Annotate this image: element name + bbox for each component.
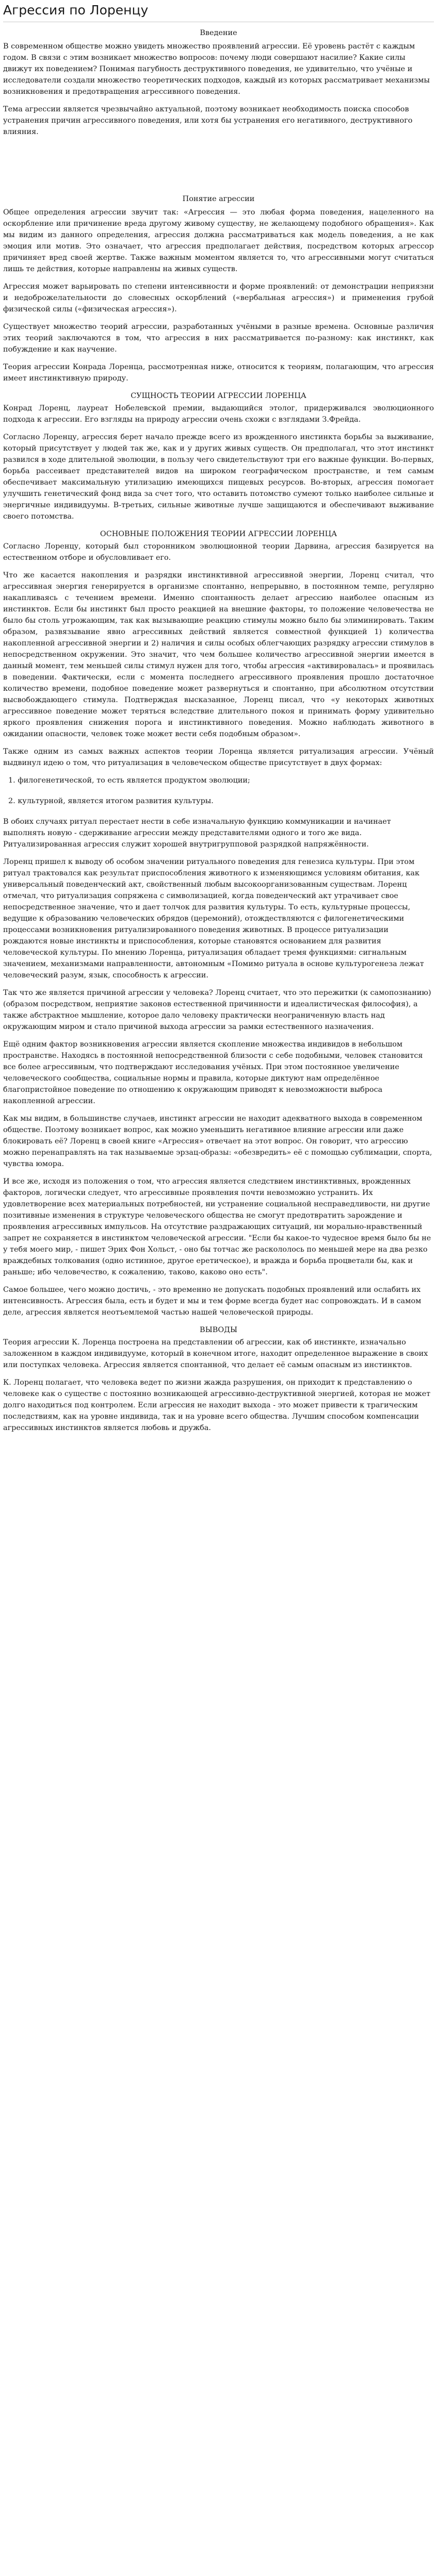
paragraph: К. Лоренц полагает, что человека ведет по жизни жажда разрушения, он приходит к представлению о человеке как о существе с постоянно возникающей агрессивно-деструктивной энергией, которая не может долго находиться под контролем. Если агрессия не находит выхода - это может привести к трагическим последствиям, как на уровне индивида, так и на уровне всего общества. Лучшим способом компенсации агрессивных инстинктов является любовь и дружба. — [3, 1378, 431, 1432]
paragraph: Что же касается накопления и разрядки инстинктивной агрессивной энергии, Лоренц считал, что агрессивная энергия генерируется в организме спонтанно, непрерывно, в постоянном темпе, регулярно накапливаясь с течением времени. Именно спонтанность делает агрессию наиболее опасным из инстинктов. Если бы инстинкт был просто реакцией на внешние факторы, то положение человечества не было бы столь угрожающим, так как вызывающие реакцию стимулы можно было бы элиминировать. Таким образом, развязывание явно агрессивных действий является совместной функцией 1) количества накопленной агрессивной энергии и 2) наличия и силы особых облегчающих разрядку агрессии стимулов в непосредственном окружении. Это значит, что чем большее количество агрессивной энергии имеется в данный момент, тем меньшей силы стимул нужен для того, чтобы агрессия «активировалась» и проявилась в поведении. Фактически, если с момента последнего агрессивного проявления прошло достаточное количество времени, подобное поведение может развернуться и спонтанно, при абсолютном отсутствии высвобождающего стимула. Подтверждая высказанное, Лоренц писал, что «у некоторых животных агрессивное поведение может теряться вследствие длительного покоя и принимать форму удивительно яркого проявления снижения порога и инстинктивного поведения. Можно наблюдать животного в ожидании опасности, человек тоже может вести себя подобным образом». — [3, 571, 434, 738]
heading-principles: ОСНОВНЫЕ ПОЛОЖЕНИЯ ТЕОРИИ АГРЕССИИ ЛОРЕНЦА — [100, 530, 337, 538]
list-item-text: культурной, является итогом развития культуры. — [18, 797, 214, 805]
paragraph: Теория агрессии Конрада Лоренца, рассмотренная ниже, относится к теориям, полагающим, что агрессия имеет инстинктивную природу. — [3, 363, 434, 383]
paragraph: Лоренц пришел к выводу об особом значении ритуального поведения для генезиса культуры. При этом ритуал трактовался как результат приспособления животного к изменяющимся условиям обитания, как универсальный поведенческий акт, свойственный любым высокоорганизованным существам. Лоренц отмечал, что ритуализация сопряжена с символизацией, когда поведенческий акт утрачивает свое непосредственное значение, что и дает толчок для развития культуры. То есть, культурные процессы, ведущие к образованию человеческих обрядов (церемоний), отождествляются с филогенетическими процессами возникновения ритуализированного поведения животных. В процессе ритуализации рождаются новые инстинкты и приспособления, которые становятся основанием для развития человеческой культуры. По мнению Лоренца, ритуализация обладает тремя функциями: сигнальным значением, механизмами направленности, автономным «Помимо ритуала в основе культурогенеза лежат человеческий разум, язык, способность к агрессии. — [3, 858, 424, 979]
paragraph: Так что же является причиной агрессии у человека? Лоренц считает, что это пережитки (к самопознанию)(образом посредством, неприятие законов естественной причинности и идеалистическая философия), а также абстрактное мышление, которое дало человеку практически неограниченную власть над окружающим миром и стало причиной выхода агрессии за рамки естественного назначения. — [3, 989, 431, 1031]
paragraph: Ещё одним фактор возникновения агрессии является скопление множества индивидов в небольшом пространстве. Находясь в постоянной непосредственной близости с себе подобными, человек становится все более агрессивным, что подтверждают исследования учёных. При этом постоянное увеличение человеческого сообщества, социальные нормы и правила, которые диктуют нам определённое благопристойное поведение по отношению к окружающим приводят к невозможности выброса накопленной агрессии. — [3, 1040, 423, 1105]
list-item — [3, 775, 434, 786]
list-item — [3, 795, 434, 807]
paragraph: Конрад Лоренц, лауреат Нобелевской премии, выдающийся этолог, придерживался эволюционного подхода к агрессии. Его взгляды на природу агрессии очень схожи с взглядами З.Фрейда. — [3, 404, 434, 424]
spacer — [3, 144, 434, 188]
paragraph: В обоих случаях ритуал перестает нести в себе изначальную функцию коммуникации и начинает выполнять новую - сдерживание агрессии между представителями одного и того же вида. Ритуализированная агрессия служит хорошей внутригрупповой разрядкой напряжённости. — [3, 818, 391, 849]
heading-intro: Введение — [200, 29, 237, 37]
heading-essence: СУЩНОСТЬ ТЕОРИИ АГРЕССИИ ЛОРЕНЦА — [131, 392, 306, 400]
paragraph: Тема агрессии является чрезвычайно актуальной, поэтому возникает необходимость поиска способов устранения причин агрессивного поведения, или хотя бы устранения его негативного, деструктивного влияния. — [3, 105, 413, 136]
document-title: Агрессия по Лоренцу — [3, 2, 434, 22]
paragraph: Согласно Лоренцу, который был сторонником эволюционной теории Дарвина, агрессия базируется на естественном отборе и обусловливает его. — [3, 542, 434, 562]
list-number: 1. — [8, 776, 18, 785]
paragraph: Согласно Лоренцу, агрессия берет начало прежде всего из врожденного инстинкта борьбы за выживание, который присутствует у людей так же, как и у других живых существ. Он предполагал, что этот инстинкт развился в ходе длительной эволюции, в пользу чего свидетельствуют три его важные функции. Во-первых, борьба рассеивает представителей видов на широком географическом пространстве, и тем самым обеспечивает максимальную утилизацию имеющихся пищевых ресурсов. Во-вторых, агрессия помогает улучшить генетический фонд вида за счет того, что оставить потомство сумеют только наиболее сильные и энергичные индивидуумы. В-третьих, сильные животные лучше защищаются и обеспечивают выживание своего потомства. — [3, 433, 434, 521]
paragraph: Существует множество теорий агрессии, разработанных учёными в разные времена. Основные различия этих теорий заключаются в том, что агрессия в них рассматривается по-разному: как инстинкт, как побуждение и как научение. — [3, 323, 434, 354]
paragraph: Как мы видим, в большинстве случаев, инстинкт агрессии не находит адекватного выхода в современном обществе. Поэтому возникает вопрос, как можно уменьшить негативное влияние агрессии или даже блокировать её? Лоренц в своей книге «Агрессия» отвечает на этот вопрос. Он говорит, что агрессию можно перенаправлять на так называемые эрзац-образы: «обезвредить» её с помощью сублимации, спорта, чувства юмора. — [3, 1115, 432, 1168]
heading-concept: Понятие агрессии — [182, 195, 255, 203]
list-item-text: филогенетической, то есть является продуктом эволюции; — [18, 776, 250, 785]
paragraph: В современном обществе можно увидеть множество проявлений агрессии. Её уровень растёт с каждым годом. В связи с этим возникает множество вопросов: почему люди совершают насилие? Какие силы движут их поведением? Понимая пагубность деструктивного поведения, не удивительно, что учёные и исследователи создали множество теоретических подходов, каждый из которых рассматривает механизмы возникновения и предотвращения агрессивного поведения. — [3, 42, 430, 96]
heading-conclusion: ВЫВОДЫ — [200, 1326, 237, 1334]
paragraph: Теория агрессии К. Лоренца построена на представлении об агрессии, как об инстинкте, изначально заложенном в каждом индивидууме, который в конечном итоге, находит определенное выражение в своих или поступках человека. Агрессия является спонтанной, что делает её самым опасным из инстинктов. — [3, 1338, 428, 1369]
paragraph: И все же, исходя из положения о том, что агрессия является следствием инстинктивных, врожденных факторов, логически следует, что агрессивные проявления почти невозможно устранить. Их удовлетворение всех материальных потребностей, ни устранение социальной несправедливости, ни другие позитивные изменения в структуре человеческого общества не смогут предотвратить зарождение и проявления агрессивных импульсов. На отсутствие раздражающих ситуаций, ни морально-нравственный запрет не сохраняется в инстинктом человеческой агрессии. "Если бы какое-то чудесное время было бы не у тебя моего мир, - пишет Эрих Фон Хольст, - оно бы тотчас же раскололось по меньшей мере на два резко враждебных толкования (одно истинное, другое еретическое), и вражда и борьба процветали бы, как и раньше; ибо человечество, к сожалению, таково, каково оно есть". — [3, 1177, 431, 1276]
list-number: 2. — [8, 797, 18, 805]
paragraph: Также одним из самых важных аспектов теории Лоренца является ритуализация агрессии. Учёный выдвинул идею о том, что ритуализация в человеческом обществе присутствует в двух формах: — [3, 747, 434, 767]
ritual-types-list — [3, 775, 434, 807]
paragraph: Самое большее, чего можно достичь, - это временно не допускать подобных проявлений или ослабить их интенсивность. Агрессия была, есть и будет и мы и тем форме всегда будет нас сопровождать. И в самом деле, агрессия является неотъемлемой частью нашей человеческой природы. — [3, 1286, 422, 1317]
paragraph: Общее определения агрессии звучит так: «Агрессия — это любая форма поведения, нацеленного на оскорбление или причинение вреда другому живому существу, не желающему подобного обращения». Как мы видим из данного определения, агрессия должна рассматриваться как модель поведения, а не как эмоция или мотив. Это означает, что агрессия предполагает действия, посредством которых агрессор причиняет вред своей жертве. Также важным моментом является то, что агрессивными могут считаться лишь те действия, которые направлены на живых существ. — [3, 208, 434, 273]
paragraph: Агрессия может варьировать по степени интенсивности и форме проявлений: от демонстрации неприязни и недоброжелательности до словесных оскорблений («вербальная агрессия») и применения грубой физической силы («физическая агрессия»). — [3, 282, 434, 313]
